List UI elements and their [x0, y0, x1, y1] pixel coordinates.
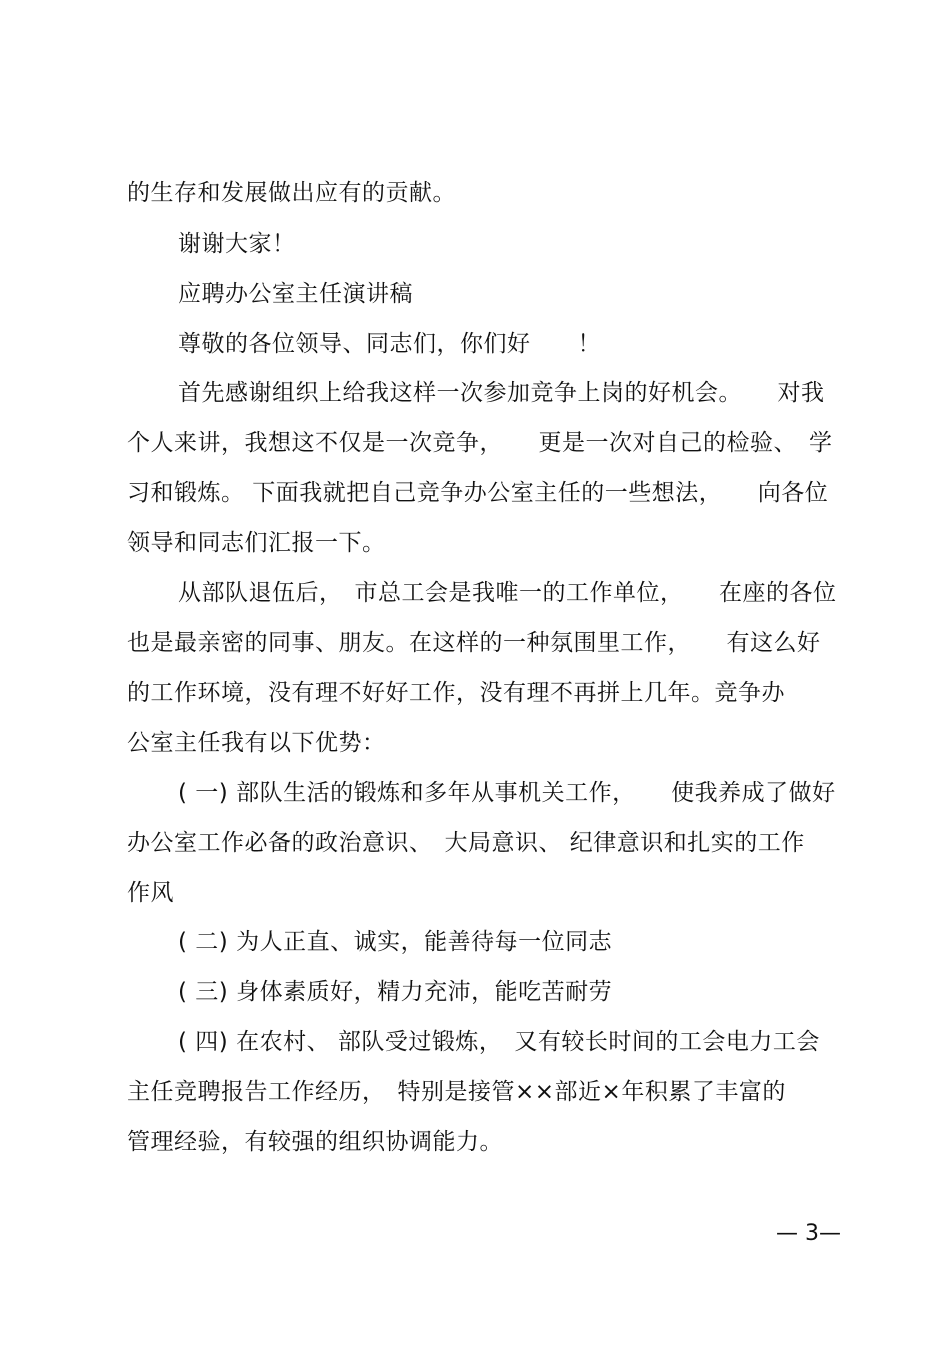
text-line: 主任竞聘报告工作经历， 特别是接管××部近×年积累了丰富的: [127, 1079, 786, 1105]
text-line: 谢谢大家！: [178, 231, 296, 257]
text-line: 的工作环境，没有理不好好工作，没有理不再拼上几年。竞争办: [127, 680, 785, 706]
text-line: 作风: [127, 880, 174, 906]
text-line: 领导和同志们汇报一下。: [127, 530, 386, 556]
text-line: 个人来讲，我想这不仅是一次竞争， 更是一次对自己的检验、 学: [127, 430, 833, 456]
text-line: 公室主任我有以下优势：: [127, 730, 386, 756]
text-line: 从部队退伍后， 市总工会是我唯一的工作单位， 在座的各位: [178, 580, 837, 606]
text-line: ( 四) 在农村、 部队受过锻炼， 又有较长时间的工会电力工会: [178, 1029, 820, 1055]
text-line: ( 一) 部队生活的锻炼和多年从事机关工作， 使我养成了做好: [178, 780, 836, 806]
text-line: 尊敬的各位领导、同志们，你们好 ！: [178, 331, 601, 357]
text-line: 首先感谢组织上给我这样一次参加竞争上岗的好机会。 对我: [178, 380, 825, 406]
text-line: 也是最亲密的同事、朋友。在这样的一种氛围里工作， 有这么好: [127, 630, 821, 656]
page-number: — 3—: [776, 1221, 841, 1246]
text-line: 习和锻炼。 下面我就把自己竞争办公室主任的一些想法， 向各位: [127, 480, 829, 506]
text-line: 应聘办公室主任演讲稿: [178, 281, 413, 307]
text-line: 办公室工作必备的政治意识、 大局意识、 纪律意识和扎实的工作: [127, 830, 805, 856]
text-line: 的生存和发展做出应有的贡献。: [127, 180, 456, 206]
text-line: ( 三) 身体素质好，精力充沛，能吃苦耐劳: [178, 979, 613, 1005]
text-line: ( 二) 为人正直、诚实，能善待每一位同志: [178, 929, 613, 955]
text-line: 管理经验，有较强的组织协调能力。: [127, 1129, 503, 1155]
